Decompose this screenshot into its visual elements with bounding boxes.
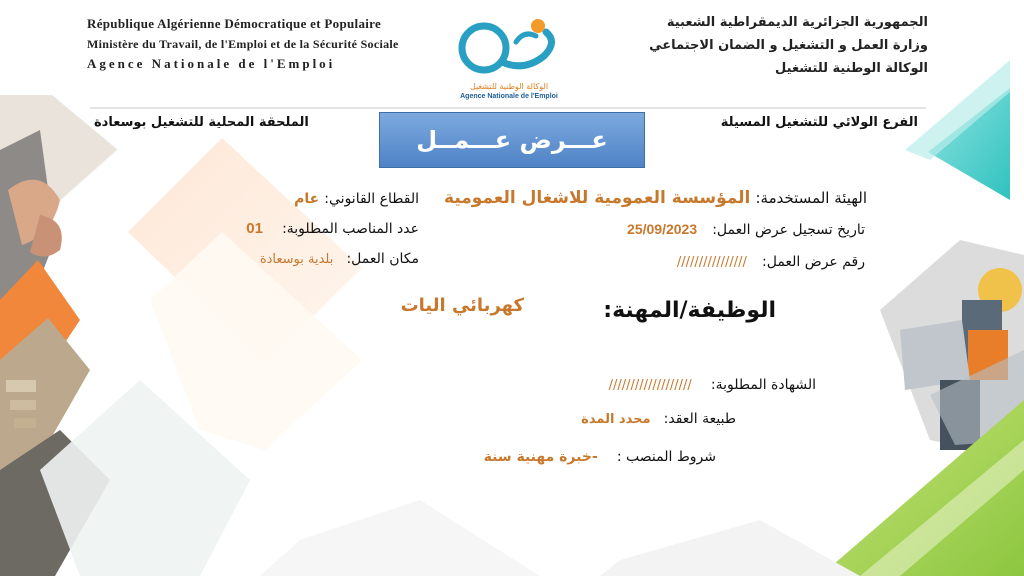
logo-caption-fr: Agence Nationale de l'Emploi [460,93,558,100]
anem-logo-icon [446,12,572,78]
header-fr-line2: Ministère du Travail, de l'Emploi et de la Sécurité Sociale [87,37,399,51]
header-ar [568,11,928,80]
diploma-row [609,374,816,393]
place-value: بلدية بوسعادة [259,252,334,267]
date-value: 25/09/2023 [627,221,698,237]
header-fr [87,14,427,74]
employer-label: الهيئة المستخدمة: [755,189,867,207]
diploma-label: الشهادة المطلوبة: [710,377,816,393]
conditions-row [484,446,716,465]
positions-row [246,218,419,237]
job-label: الوظيفة/المهنة: [603,298,776,323]
diploma-value: /////////////////// [608,378,692,393]
job-value: كهربائي اليات [400,295,524,316]
header-fr-line3: Agence Nationale de l'Emploi [87,56,336,71]
offer-number-label: رقم عرض العمل: [762,254,865,270]
contract-value: محدد المدة [581,412,651,427]
header-fr-line1: République Algérienne Démocratique et Populaire [87,16,382,31]
sector-row [294,188,419,207]
header-ar-line1: الجمهورية الجزائرية الديمقراطية الشعبية [666,15,928,30]
sector-label: القطاع القانوني: [324,191,419,207]
employer-value: المؤسسة العمومية للاشغال العمومية [444,188,751,208]
place-label: مكان العمل: [346,251,419,267]
logo-caption-ar: الوكالة الوطنية للتشغيل [469,82,549,91]
date-label: تاريخ تسجيل عرض العمل: [712,222,865,238]
employer-row [444,188,867,208]
job-offer-banner [379,112,645,168]
sector-value: عام [294,191,320,207]
offer-number-row [677,251,865,270]
branch-left: الملحقة المحلية للتشغيل بوسعادة [94,115,309,130]
place-row [260,248,419,267]
contract-label: طبيعة العقد: [663,411,736,427]
conditions-value: -خبرة مهنية سنة [483,449,598,465]
conditions-label: شروط المنصب : [616,449,716,465]
contract-row [581,408,736,427]
branch-right: الفرع الولائي للتشغيل المسيلة [720,115,918,130]
banner-title: عـــرض عـــمــل [416,126,608,154]
positions-value: 01 [246,220,263,237]
header-ar-line3: الوكالة الوطنية للتشغيل [775,61,928,76]
anem-logo [446,12,572,98]
header-ar-line2: وزارة العمل و التشغيل و الضمان الاجتماعي [649,38,928,53]
date-row [627,219,865,238]
positions-label: عدد المناصب المطلوبة: [282,221,419,237]
offer-number-value: //////////////// [676,255,747,270]
